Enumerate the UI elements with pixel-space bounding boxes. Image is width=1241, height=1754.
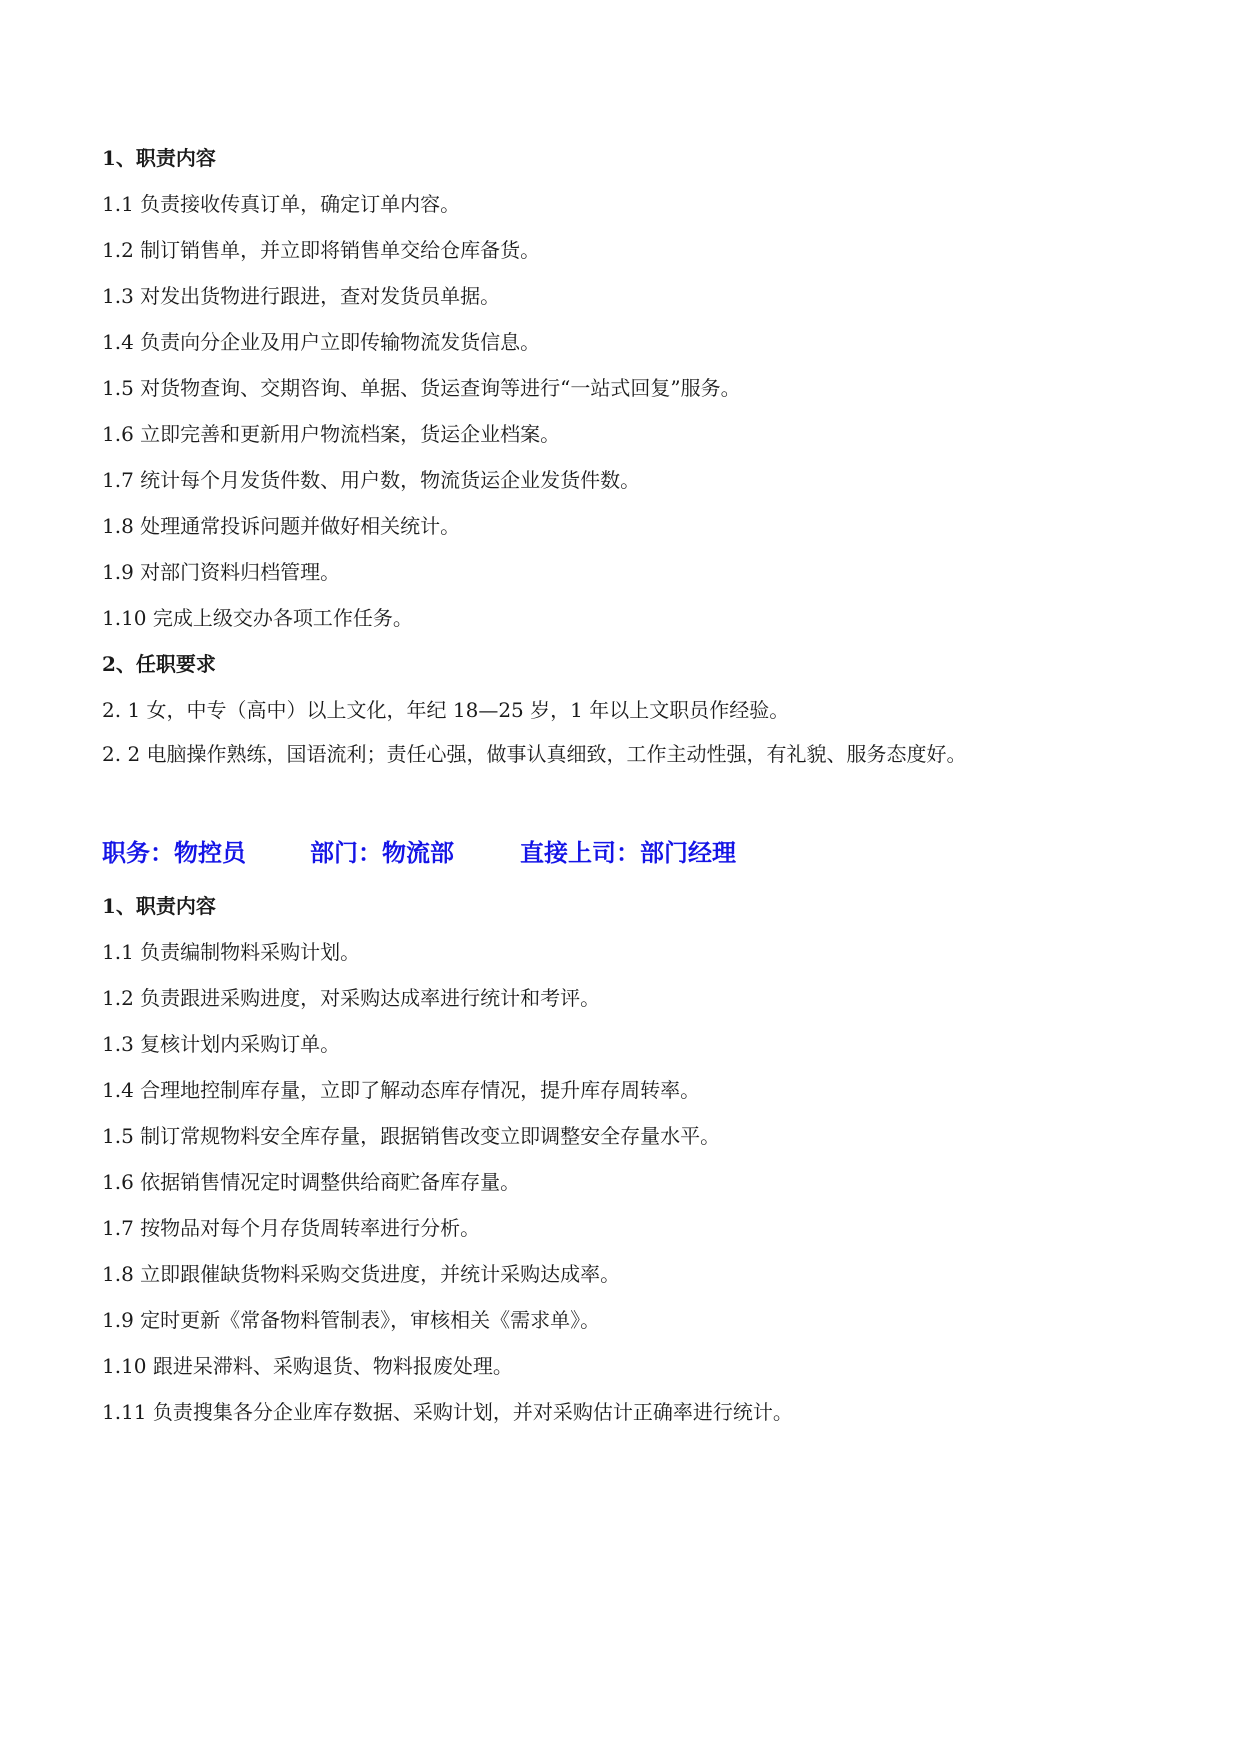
position-job: 职务：物控员: [102, 839, 246, 867]
duty2-item-1-1: 1.1 负责编制物料采购计划。: [102, 940, 361, 964]
position-title-row: [102, 838, 736, 868]
duty2-item-1-4: 1.4 合理地控制库存量，立即了解动态库存情况，提升库存周转率。: [102, 1078, 701, 1102]
duty2-item-1-10: 1.10 跟进呆滞料、采购退货、物料报废处理。: [102, 1354, 513, 1378]
section-heading-requirements: 2、任职要求: [102, 652, 216, 676]
duty-item-1-6: 1.6 立即完善和更新用户物流档案，货运企业档案。: [102, 422, 561, 446]
section-heading-duties-2: 1、职责内容: [102, 894, 216, 918]
duty-item-1-10: 1.10 完成上级交办各项工作任务。: [102, 606, 413, 630]
duty-item-1-9: 1.9 对部门资料归档管理。: [102, 560, 341, 584]
duty-item-1-8: 1.8 处理通常投诉问题并做好相关统计。: [102, 514, 461, 538]
duty2-item-1-7: 1.7 按物品对每个月存货周转率进行分析。: [102, 1216, 481, 1240]
duty2-item-1-2: 1.2 负责跟进采购进度，对采购达成率进行统计和考评。: [102, 986, 601, 1010]
duty-item-1-7: 1.7 统计每个月发货件数、用户数，物流货运企业发货件数。: [102, 468, 641, 492]
duty2-item-1-6: 1.6 依据销售情况定时调整供给商贮备库存量。: [102, 1170, 521, 1194]
duty2-item-1-8: 1.8 立即跟催缺货物料采购交货进度，并统计采购达成率。: [102, 1262, 621, 1286]
duty2-item-1-9: 1.9 定时更新《常备物料管制表》，审核相关《需求单》。: [102, 1308, 601, 1332]
duty-item-1-5: 1.5 对货物查询、交期咨询、单据、货运查询等进行“一站式回复”服务。: [102, 376, 741, 400]
position-supervisor: 直接上司：部门经理: [520, 839, 736, 867]
duty2-item-1-11: 1.11 负责搜集各分企业库存数据、采购计划，并对采购估计正确率进行统计。: [102, 1400, 793, 1424]
duty2-item-1-3: 1.3 复核计划内采购订单。: [102, 1032, 341, 1056]
requirement-item-2-2: 2. 2 电脑操作熟练，国语流利；责任心强，做事认真细致，工作主动性强，有礼貌、服务态度好。: [102, 742, 967, 766]
duty-item-1-2: 1.2 制订销售单，并立即将销售单交给仓库备货。: [102, 238, 541, 262]
position-department: 部门：物流部: [310, 839, 454, 867]
duty-item-1-1: 1.1 负责接收传真订单，确定订单内容。: [102, 192, 461, 216]
section-heading-duties: 1、职责内容: [102, 146, 216, 170]
duty2-item-1-5: 1.5 制订常规物料安全库存量，跟据销售改变立即调整安全存量水平。: [102, 1124, 721, 1148]
duty-item-1-4: 1.4 负责向分企业及用户立即传输物流发货信息。: [102, 330, 541, 354]
requirement-item-2-1: 2. 1 女，中专（高中）以上文化，年纪 18—25 岁，1 年以上文职员作经验。: [102, 698, 790, 722]
duty-item-1-3: 1.3 对发出货物进行跟进，查对发货员单据。: [102, 284, 501, 308]
